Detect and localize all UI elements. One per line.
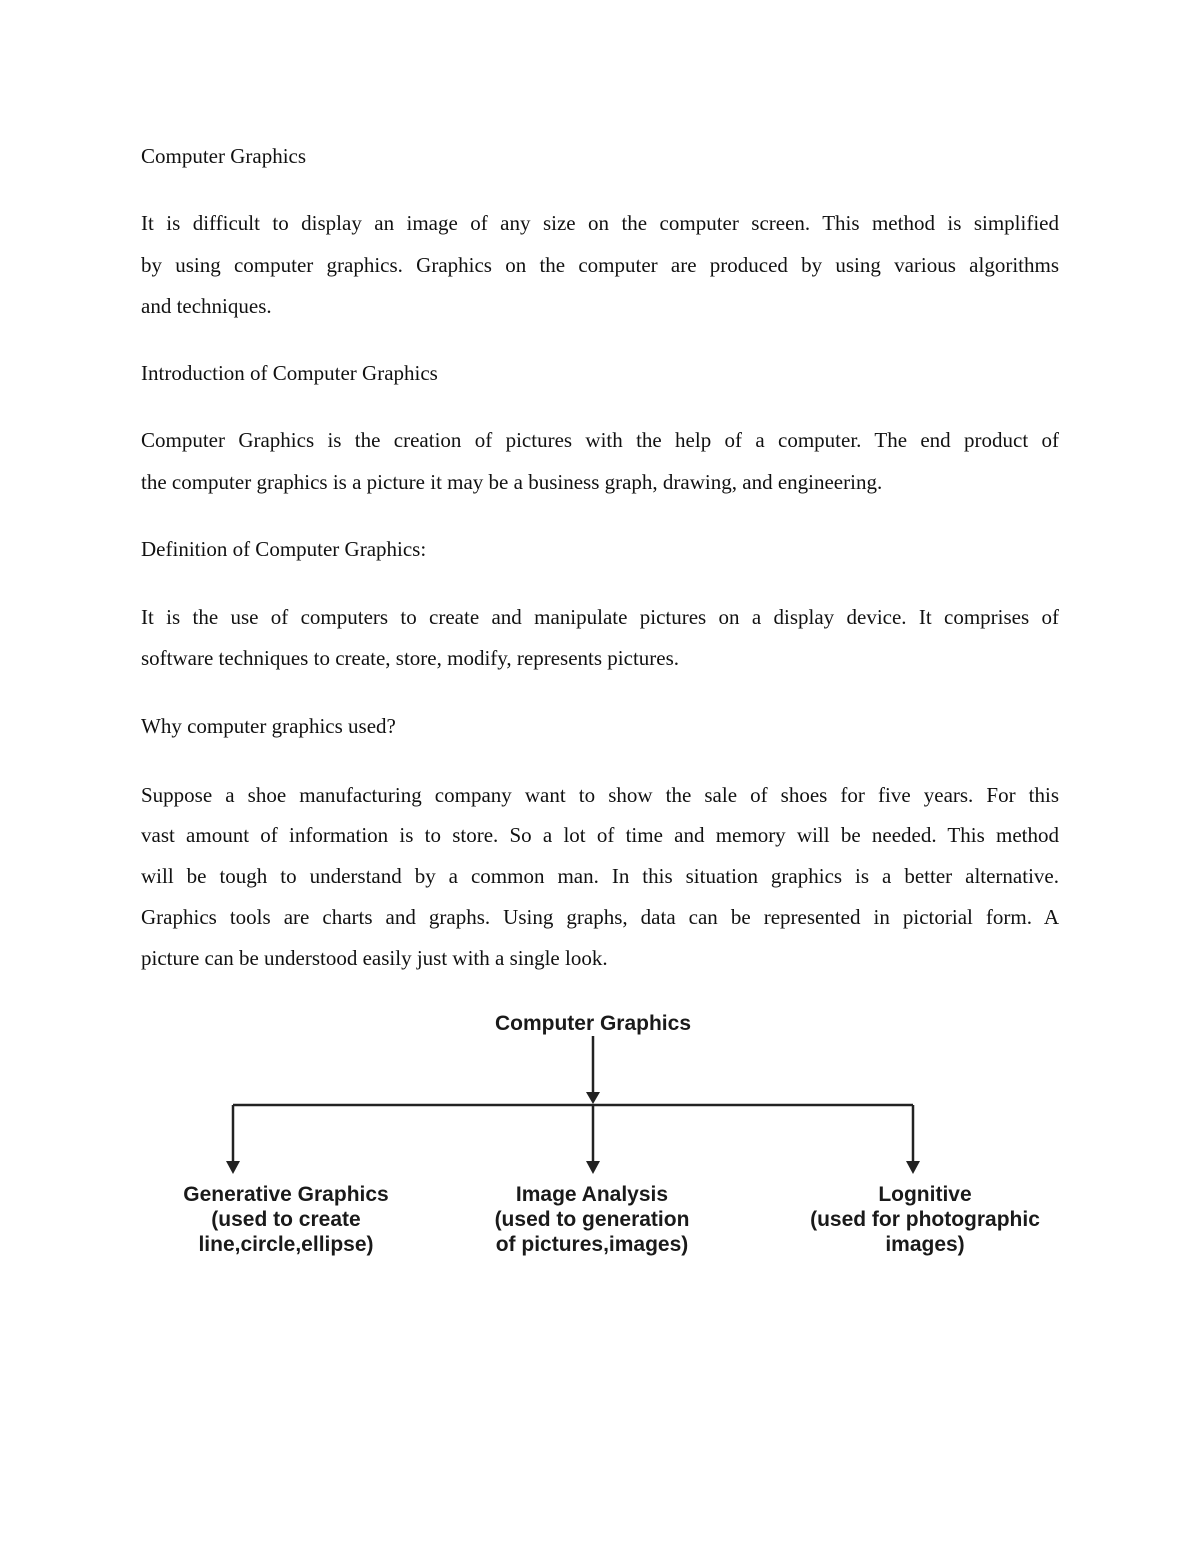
section-heading-why: Why computer graphics used? [141,714,396,738]
arrowhead-right [906,1161,920,1174]
section-heading-introduction: Introduction of Computer Graphics [141,361,438,385]
section-heading-definition: Definition of Computer Graphics: [141,537,427,561]
branch-desc-line2: line,circle,ellipse) [198,1233,374,1256]
paragraph-line: Computer Graphics is the creation of pictures with the help of a computer. The end product of [141,428,1059,452]
diagram-branch-generative [131,1182,441,1257]
branch-desc-line1: (used to generation [494,1208,690,1231]
paragraph-line: will be tough to understand by a common man. In this situation graphics is a better alternative. [141,864,1059,888]
paragraph-line: and techniques. [141,294,272,318]
branch-desc-line1: (used for photographic [810,1208,1040,1231]
arrowhead-left [226,1161,240,1174]
arrowhead-middle [586,1161,600,1174]
branch-title: Image Analysis [515,1183,669,1206]
paragraph-line: Suppose a shoe manufacturing company want to show the sale of shoes for five years. For this [141,783,1059,807]
paragraph-line: It is the use of computers to create and manipulate pictures on a display device. It comprises of [141,605,1059,629]
diagram-root-label: Computer Graphics [494,1012,692,1035]
branch-desc-line1: (used to create [211,1208,361,1231]
branch-desc-line2: images) [885,1233,965,1256]
paragraph-line: Graphics tools are charts and graphs. Using graphs, data can be represented in pictorial form. A [141,905,1059,929]
arrowhead-root [586,1092,600,1104]
paragraph-line: the computer graphics is a picture it may be a business graph, drawing, and engineering. [141,470,883,494]
diagram-branch-lognitive [770,1182,1080,1257]
branch-desc-line2: of pictures,images) [495,1233,689,1256]
paragraph-line: vast amount of information is to store. So a lot of time and memory will be needed. This method [141,823,1059,847]
paragraph-line: software techniques to create, store, modify, represents pictures. [141,646,680,670]
branch-title: Lognitive [878,1183,972,1206]
diagram-branch-image-analysis [437,1182,747,1257]
document-title: Computer Graphics [141,144,307,168]
branch-title: Generative Graphics [183,1183,389,1206]
paragraph-line: It is difficult to display an image of any size on the computer screen. This method is simplified [141,211,1059,235]
paragraph-line: picture can be understood easily just with a single look. [141,946,608,970]
paragraph-line: by using computer graphics. Graphics on the computer are produced by using various algorithms [141,253,1059,277]
